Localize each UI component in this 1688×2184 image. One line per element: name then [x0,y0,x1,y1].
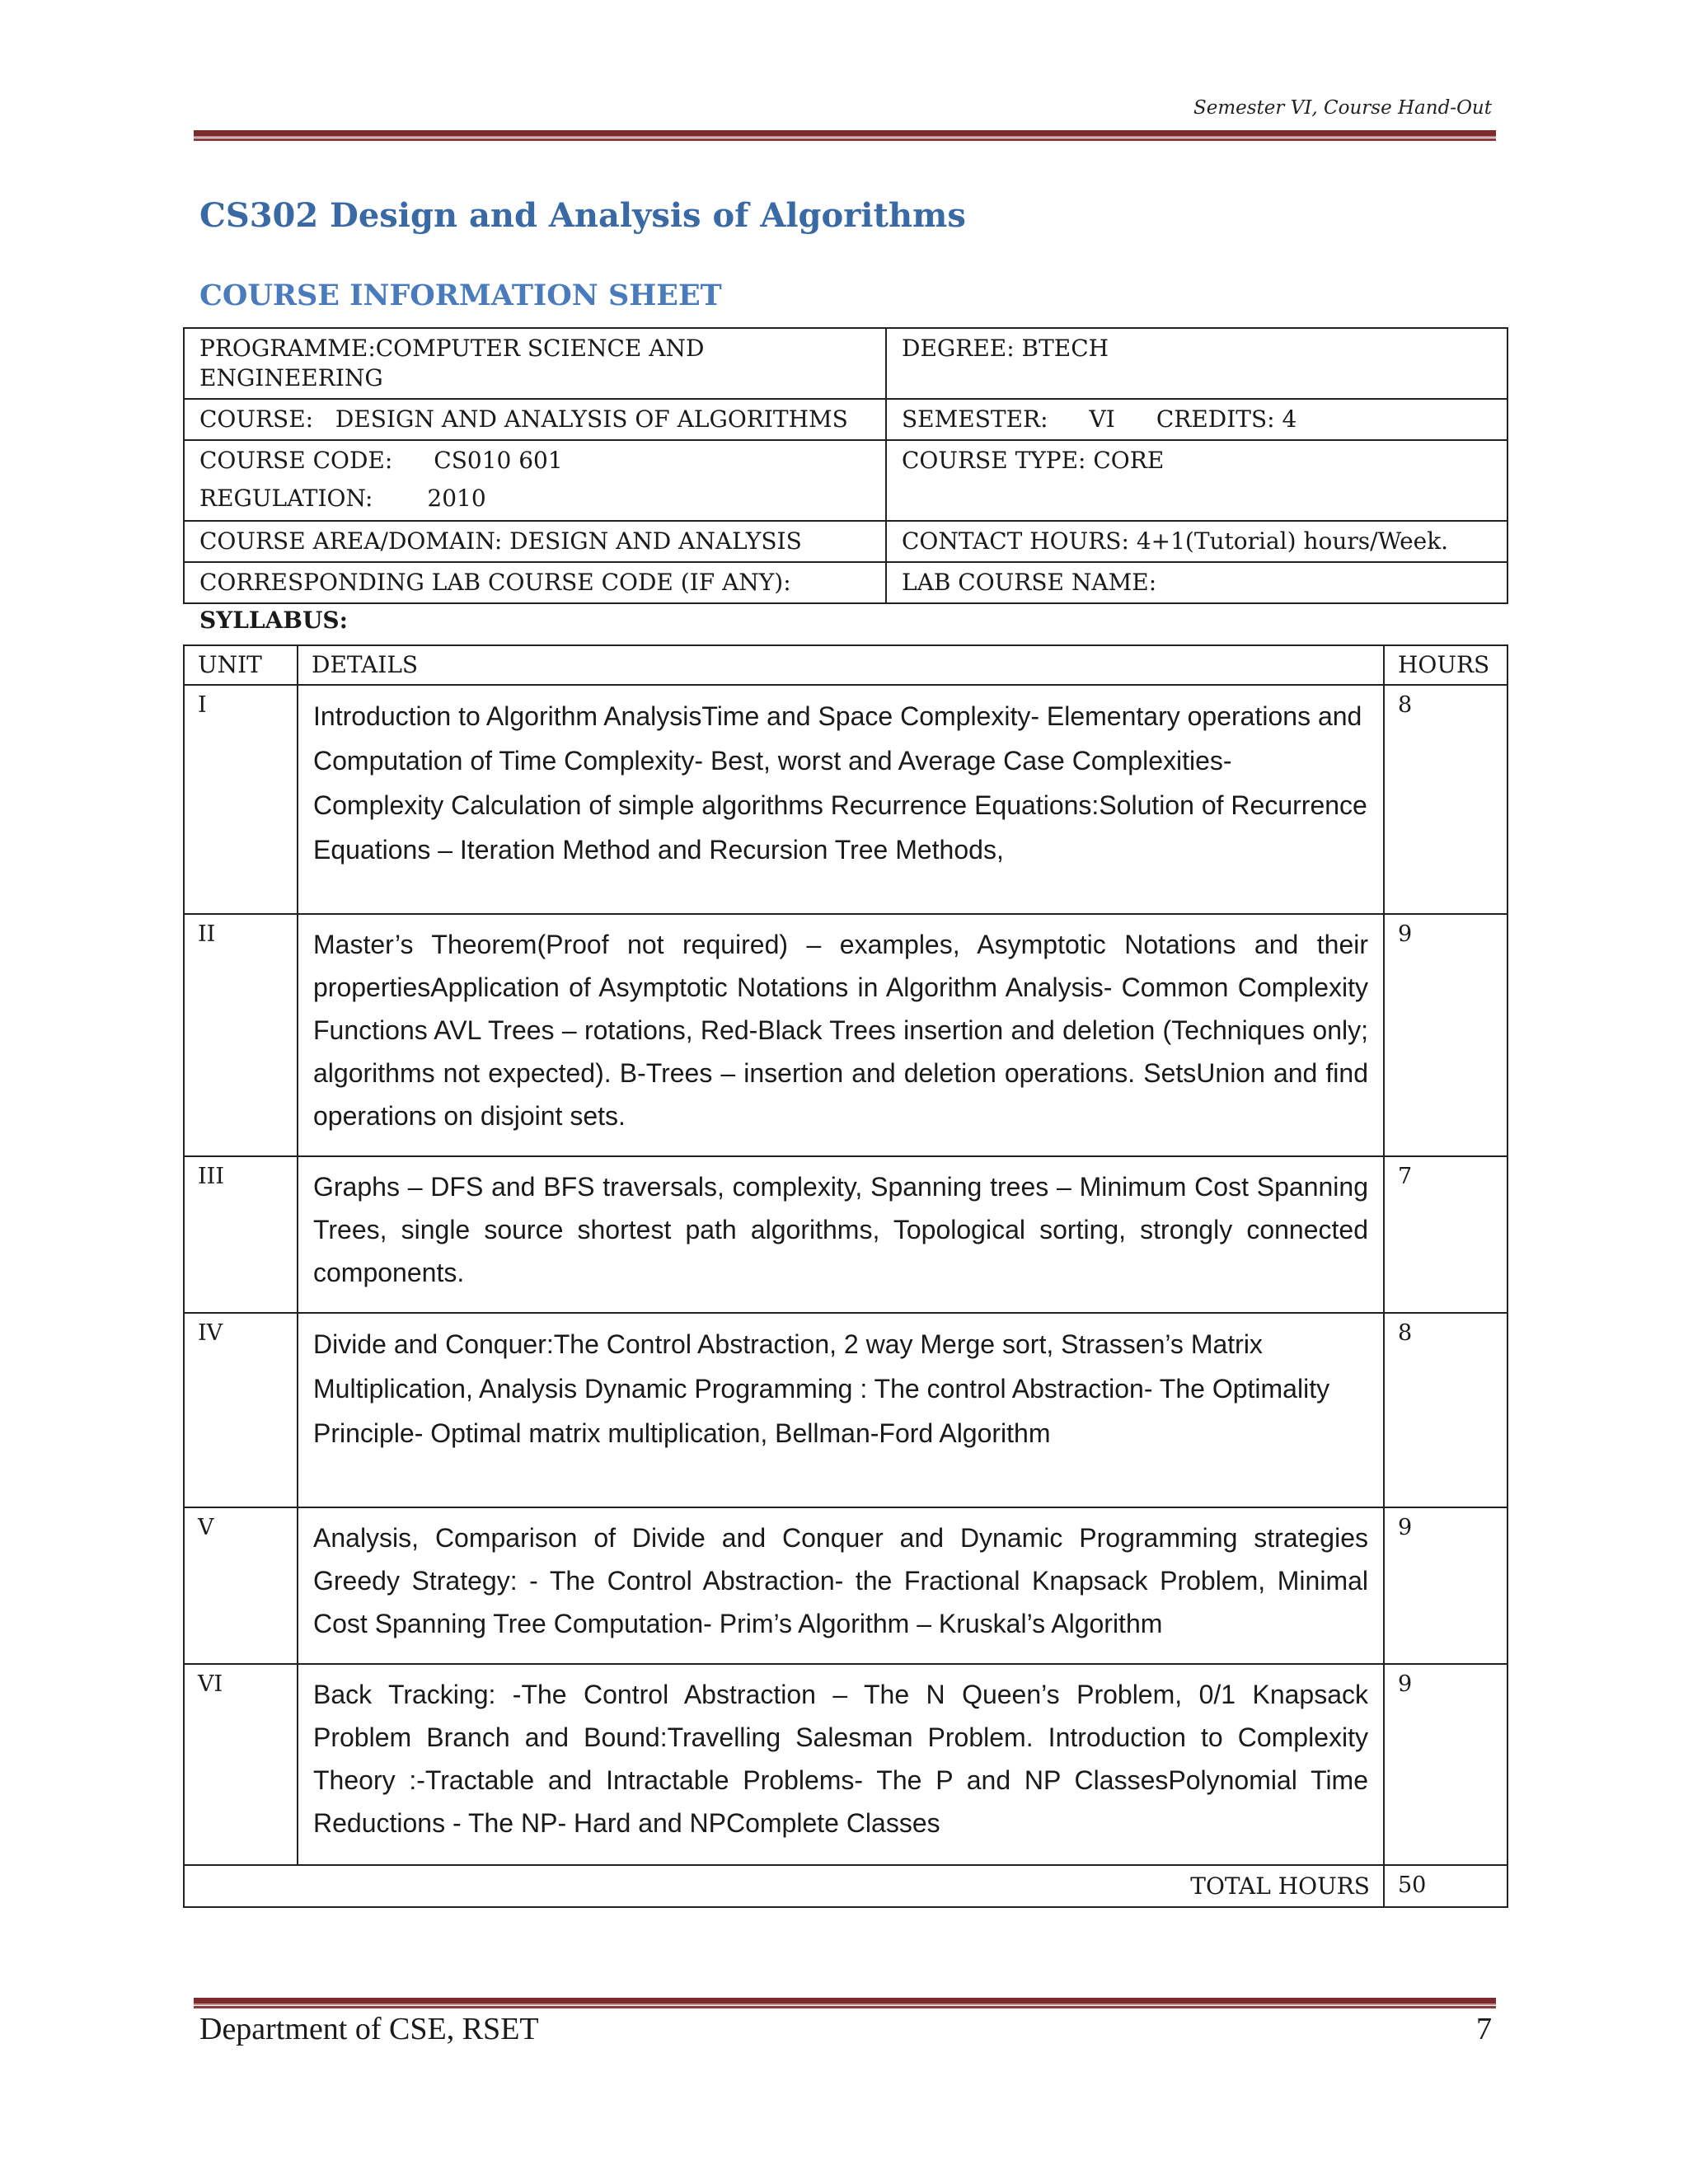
degree-cell: DEGREE: BTECH [886,328,1507,399]
syllabus-row [184,914,1507,1156]
unit-cell: VI [184,1664,298,1865]
lab-name-cell: LAB COURSE NAME: [886,562,1507,603]
header-rule [194,130,1496,138]
syllabus-table [183,644,1508,1908]
unit-cell: I [184,685,298,914]
info-row [184,521,1507,562]
course-value: DESIGN AND ANALYSIS OF ALGORITHMS [335,405,848,433]
course-code-line [199,446,870,476]
programme-cell: PROGRAMME:COMPUTER SCIENCE AND ENGINEERING [184,328,886,399]
regulation-label: REGULATION: [199,485,373,512]
contact-hours-cell: CONTACT HOURS: 4+1(Tutorial) hours/Week. [886,521,1507,562]
syllabus-row [184,1156,1507,1313]
info-row [184,399,1507,440]
details-cell: Analysis, Comparison of Divide and Conquer and Dynamic Programming strategies Greedy Strategy: - The Control Abstraction- the Fractional Knapsack Problem, Minimal Cost Spanning Tree Computation- Prim’s Algorithm – Kruskal’s Algorithm [298,1507,1384,1664]
course-cell [184,399,886,440]
course-label: COURSE: [199,405,314,433]
hours-cell: 9 [1384,914,1507,1156]
semester-cell [886,399,1507,440]
hours-header: HOURS [1384,645,1507,685]
lab-code-cell: CORRESPONDING LAB COURSE CODE (IF ANY): [184,562,886,603]
syllabus-label: SYLLABUS: [199,607,348,634]
course-code-cell [184,440,886,521]
details-cell: Divide and Conquer:The Control Abstraction, 2 way Merge sort, Strassen’s Matrix Multiplication, Analysis Dynamic Programming : The control Abstraction- The Optimality Principle- Optimal matrix multiplication, Bellman-Ford Algorithm [298,1313,1384,1507]
unit-header: UNIT [184,645,298,685]
syllabus-row [184,1507,1507,1664]
footer-department: Department of CSE, RSET [199,2012,539,2046]
hours-cell: 9 [1384,1507,1507,1664]
page-number: 7 [1476,2012,1492,2046]
details-header: DETAILS [298,645,1384,685]
unit-cell: IV [184,1313,298,1507]
regulation-line [199,484,870,513]
details-cell: Master’s Theorem(Proof not required) – examples, Asymptotic Notations and their propertiesApplication of Asymptotic Notations in Algorithm Analysis- Common Complexity Functions AVL Trees – rotations, Red-Black Trees insertion and deletion (Techniques only; algorithms not expected). B-Trees – insertion and deletion operations. SetsUnion and find operations on disjoint sets. [298,914,1384,1156]
syllabus-row [184,685,1507,914]
course-info-table [183,327,1508,604]
footer-rule [194,1998,1496,2005]
syllabus-row [184,1664,1507,1865]
hours-cell: 8 [1384,1313,1507,1507]
total-hours-label: TOTAL HOURS [184,1865,1384,1907]
course-code-label: COURSE CODE: [199,447,393,474]
total-row [184,1865,1507,1907]
info-row [184,328,1507,399]
info-row [184,440,1507,521]
hours-cell: 9 [1384,1664,1507,1865]
running-head: Semester VI, Course Hand-Out [1193,97,1492,119]
semester-label: SEMESTER: [902,405,1048,433]
credits: CREDITS: 4 [1156,405,1297,433]
unit-cell: II [184,914,298,1156]
page-title: CS302 Design and Analysis of Algorithms [199,196,966,235]
details-cell: Back Tracking: -The Control Abstraction – The N Queen’s Problem, 0/1 Knapsack Problem Branch and Bound:Travelling Salesman Problem. Introduction to Complexity Theory :-Tractable and Intractable Problems- The P and NP ClassesPolynomial Time Reductions - The NP- Hard and NPComplete Classes [298,1664,1384,1865]
section-title: COURSE INFORMATION SHEET [199,279,722,312]
semester-value: VI [1089,405,1115,433]
details-cell: Introduction to Algorithm AnalysisTime and Space Complexity- Elementary operations and Computation of Time Complexity- Best, worst and Average Case Complexities- Complexity Calculation of simple algorithms Recurrence Equations:Solution of Recurrence Equations – Iteration Method and Recursion Tree Methods, [298,685,1384,914]
regulation-value: 2010 [427,485,486,512]
unit-cell: III [184,1156,298,1313]
hours-cell: 7 [1384,1156,1507,1313]
syllabus-row [184,1313,1507,1507]
course-area-cell: COURSE AREA/DOMAIN: DESIGN AND ANALYSIS [184,521,886,562]
course-code-value: CS010 601 [434,447,563,474]
details-cell: Graphs – DFS and BFS traversals, complexity, Spanning trees – Minimum Cost Spanning Trees, single source shortest path algorithms, Topological sorting, strongly connected components. [298,1156,1384,1313]
syllabus-header-row [184,645,1507,685]
unit-cell: V [184,1507,298,1664]
course-type-cell: COURSE TYPE: CORE [886,440,1507,521]
info-row [184,562,1507,603]
total-hours-value: 50 [1384,1865,1507,1907]
hours-cell: 8 [1384,685,1507,914]
